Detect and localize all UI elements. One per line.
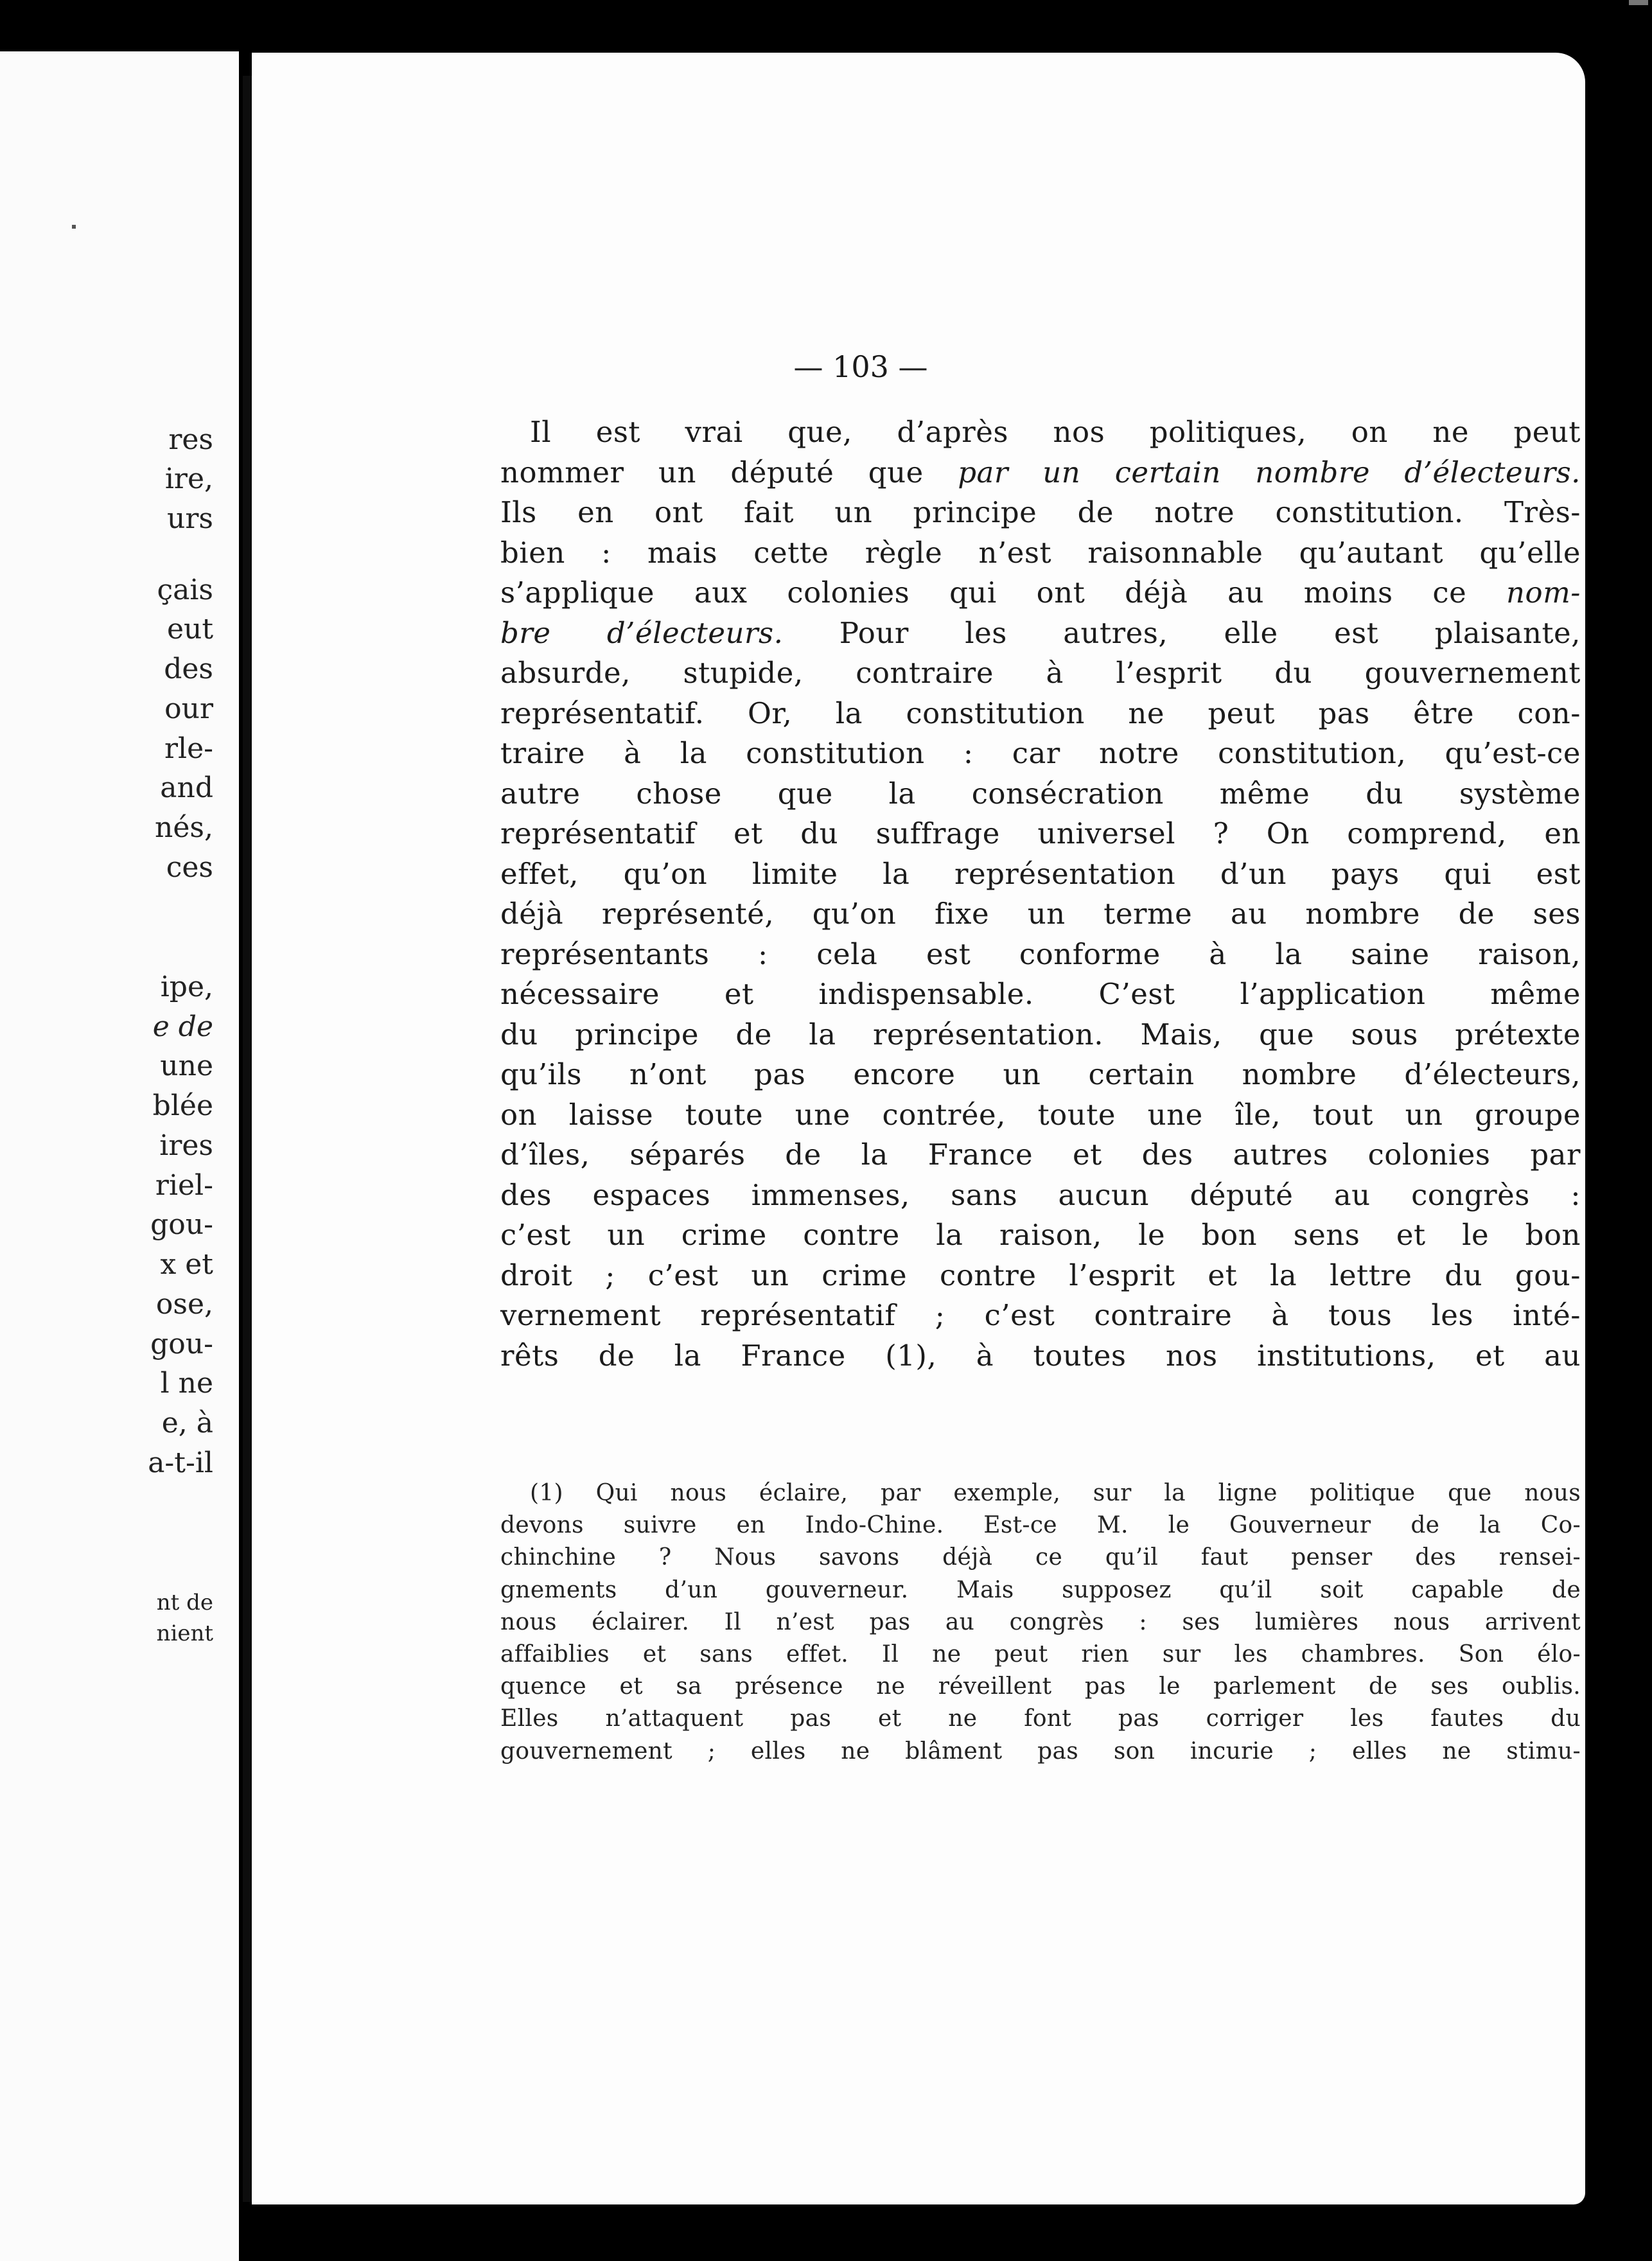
left-fragment: x et (160, 1248, 213, 1281)
footnote-line: devons suivre en Indo-Chine. Est-ce M. le Gouverneur de la Co- (500, 1512, 1581, 1539)
footnote-line: Elles n’attaquent pas et ne font pas corriger les fautes du (500, 1705, 1581, 1732)
book-page (252, 53, 1585, 2204)
left-fragment: urs (167, 502, 213, 535)
left-fragment: des (164, 653, 213, 685)
text-line: absurde, stupide, contraire à l’esprit du gouvernement (500, 656, 1581, 690)
book-spine (243, 76, 252, 2202)
left-fragment: rle- (164, 732, 213, 765)
text-line: traire à la constitution : car notre constitution, qu’est-ce (500, 736, 1581, 770)
text-line: nécessaire et indispensable. C’est l’application même (500, 977, 1581, 1011)
scan-corner-mark (1629, 0, 1648, 5)
footnote-line: gouvernement ; elles ne blâment pas son incurie ; elles ne stimu- (500, 1738, 1581, 1764)
footnote-line: nous éclairer. Il n’est pas au congrès : ses lumières nous arrivent (500, 1608, 1581, 1635)
footnote-line: chinchine ? Nous savons déjà ce qu’il faut penser des rensei- (500, 1544, 1581, 1571)
text-line: bien : mais cette règle n’est raisonnable qu’autant qu’elle (500, 535, 1581, 570)
text-line: représentatif. Or, la constitution ne peut pas être con- (500, 696, 1581, 730)
text-line: déjà représenté, qu’on fixe un terme au nombre de ses (500, 897, 1581, 931)
text-line: du principe de la représentation. Mais, que sous prétexte (500, 1017, 1581, 1051)
left-fragment: blée (152, 1089, 213, 1122)
page-number: — 103 — (793, 349, 928, 384)
left-fragment: ires (159, 1129, 213, 1162)
text-line: effet, qu’on limite la représentation d’un pays qui est (500, 856, 1581, 891)
left-fragment: gou- (150, 1208, 213, 1241)
left-fragment: ipe, (160, 971, 213, 1003)
ink-speck (72, 225, 76, 229)
left-fragment: e de (152, 1010, 213, 1043)
left-fragment: and (160, 771, 213, 804)
left-fragment: l ne (160, 1367, 213, 1400)
footnote-line: affaiblies et sans effet. Il ne peut rien sur les chambres. Son élo- (500, 1641, 1581, 1667)
text-line: représentatif et du suffrage universel ? On comprend, en (500, 816, 1581, 850)
footnote-line: gnements d’un gouverneur. Mais supposez qu’il soit capable de (500, 1576, 1581, 1603)
left-fragment: gou- (150, 1328, 213, 1360)
text-line: droit ; c’est un crime contre l’esprit et la lettre du gou- (500, 1258, 1581, 1292)
main-text-block (500, 412, 1581, 1376)
text-line: Il est vrai que, d’après nos politiques, on ne peut (530, 415, 1581, 449)
text-line: c’est un crime contre la raison, le bon sens et le bon (500, 1218, 1581, 1252)
text-line: représentants : cela est conforme à la saine raison, (500, 937, 1581, 971)
text-line: autre chose que la consécration même du système (500, 776, 1581, 811)
footnote-line: quence et sa présence ne réveillent pas le parlement de ses oublis. (500, 1673, 1581, 1700)
left-fragment: nient (156, 1621, 213, 1646)
text-line: bre d’électeurs. Pour les autres, elle est plaisante, (500, 615, 1581, 650)
footnote-line: (1) Qui nous éclaire, par exemple, sur la ligne politique que nous (530, 1480, 1581, 1506)
left-fragment: nés, (155, 811, 213, 844)
left-fragment: res (168, 423, 213, 456)
footnote-block (500, 1477, 1581, 1768)
left-fragment: ces (166, 851, 213, 884)
left-fragment: nt de (156, 1590, 213, 1615)
text-line: vernement représentatif ; c’est contraire à tous les inté- (500, 1298, 1581, 1332)
left-fragment: a-t-il (148, 1447, 213, 1479)
left-fragment: our (164, 692, 213, 725)
left-fragment: eut (166, 613, 213, 646)
text-line: d’îles, séparés de la France et des autres colonies par (500, 1138, 1581, 1172)
text-line: rêts de la France (1), à toutes nos institutions, et au (500, 1338, 1581, 1373)
left-fragment: çais (157, 574, 213, 606)
left-fragment: ose, (155, 1288, 213, 1321)
text-line: on laisse toute une contrée, toute une île, tout un groupe (500, 1097, 1581, 1132)
left-fragment: ire, (164, 462, 213, 495)
text-line: qu’ils n’ont pas encore un certain nombre d’électeurs, (500, 1057, 1581, 1091)
text-line: s’applique aux colonies qui ont déjà au moins ce nom- (500, 576, 1581, 610)
left-fragment: une (160, 1050, 213, 1082)
text-line: nommer un député que par un certain nombre d’électeurs. (500, 455, 1581, 489)
text-line: des espaces immenses, sans aucun député au congrès : (500, 1177, 1581, 1212)
text-line: Ils en ont fait un principe de notre constitution. Très- (500, 495, 1581, 529)
left-fragment: riel- (155, 1169, 213, 1202)
left-fragment: e, à (161, 1407, 213, 1439)
